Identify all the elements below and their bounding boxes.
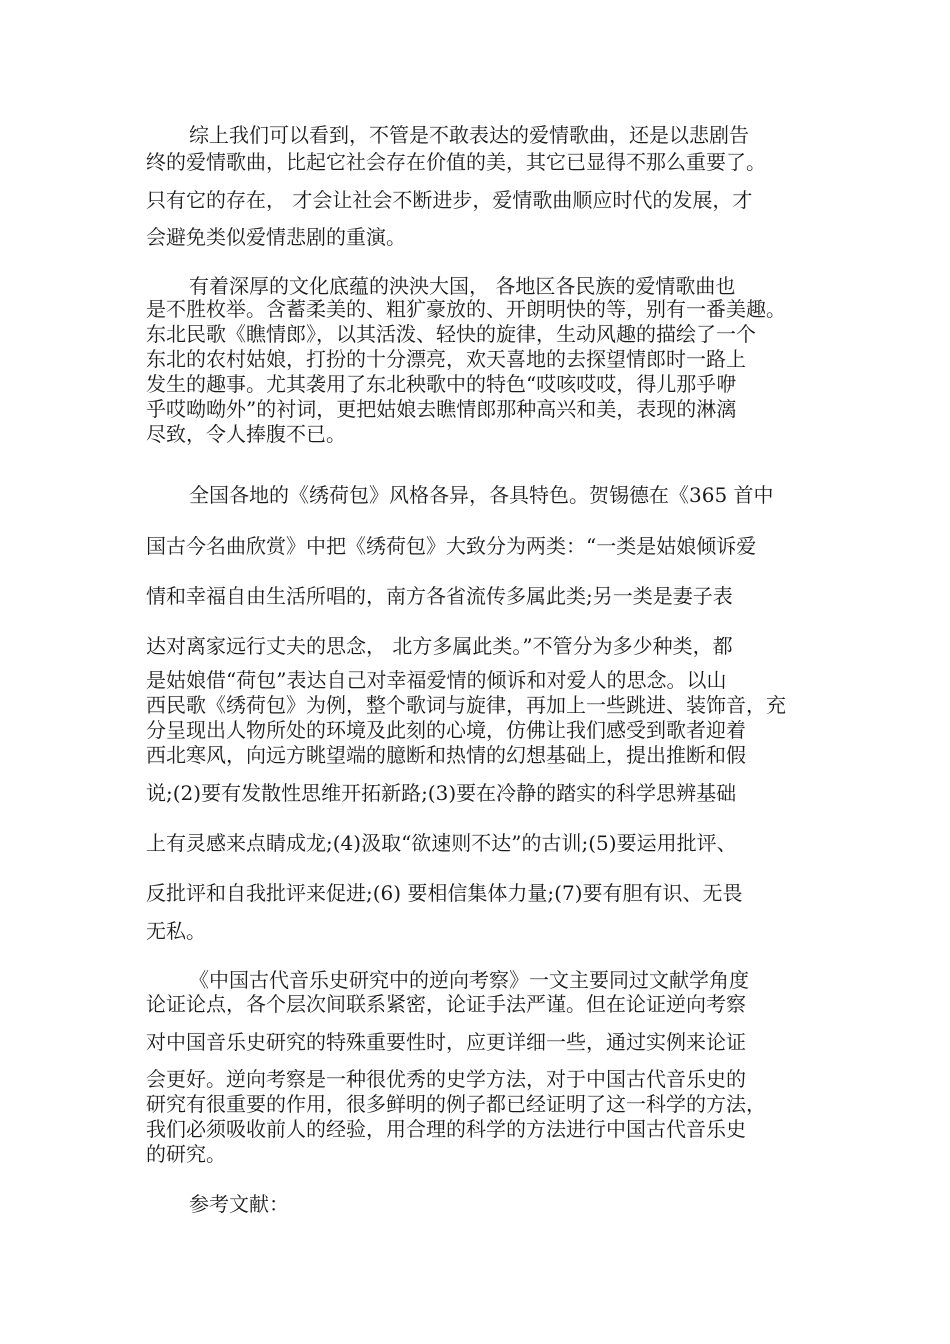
references-heading: 参考文献： <box>189 1192 289 1216</box>
text-line: 只有它的存在， 才会让社会不断进步，爱情歌曲顺应时代的发展，才 <box>146 188 753 212</box>
text-line: 研究有很重要的作用，很多鲜明的例子都已经证明了这一科学的方法， <box>146 1092 766 1116</box>
text-line: 乎哎呦呦外”的衬词，更把姑娘去瞧情郎那种高兴和美，表现的淋漓 <box>146 397 737 421</box>
text-line: 会避免类似爱情悲剧的重演。 <box>146 225 406 249</box>
text-line: 国古今名曲欣赏》中把《绣荷包》大致分为两类：“一类是姑娘倾诉爱 <box>146 534 757 558</box>
text-line: 情和幸福自由生活所唱的，南方各省流传多属此类;另一类是妻子表 <box>146 584 733 608</box>
text-line: 我们必须吸收前人的经验，用合理的科学的方法进行中国古代音乐史 <box>146 1117 746 1141</box>
text-line: 东北民歌《瞧情郎》，以其活泼、轻快的旋律，生动风趣的描绘了一个 <box>146 322 756 346</box>
text-line: 综上我们可以看到，不管是不敢表达的爱情歌曲，还是以悲剧告 <box>189 123 749 147</box>
text-line: 会更好。逆向考察是一种很优秀的史学方法，对于中国古代音乐史的 <box>146 1067 746 1091</box>
text-line: 全国各地的《绣荷包》风格各异，各具特色。贺锡德在《365 首中 <box>189 483 774 507</box>
text-line: 的研究。 <box>146 1142 226 1166</box>
text-line: 反批评和自我批评来促进;(6) 要相信集体力量;(7)要有胆有识、无畏 <box>146 881 743 905</box>
text-line: 西民歌《绣荷包》为例，整个歌词与旋律，再加上一些跳进、装饰音，充 <box>146 693 786 717</box>
text-line: 是姑娘借“荷包”表达自己对幸福爱情的倾诉和对爱人的思念。以山 <box>146 668 727 692</box>
text-line: 有着深厚的文化底蕴的泱泱大国， 各地区各民族的爱情歌曲也 <box>189 274 736 298</box>
text-line: 分呈现出人物所处的环境及此刻的心境，仿佛让我们感受到歌者迎着 <box>146 718 746 742</box>
text-line: 尽致，令人捧腹不已。 <box>146 422 346 446</box>
text-line: 发生的趣事。尤其袭用了东北秧歌中的特色“哎咳哎哎，得儿那乎咿 <box>146 372 737 396</box>
text-line: 终的爱情歌曲，比起它社会存在价值的美，其它已显得不那么重要了。 <box>146 150 766 174</box>
text-line: 论证论点，各个层次间联系紧密，论证手法严谨。但在论证逆向考察 <box>146 992 746 1016</box>
text-line: 达对离家远行丈夫的思念， 北方多属此类。”不管分为多少种类，都 <box>146 634 733 658</box>
text-line: 西北寒风，向远方眺望端的臆断和热情的幻想基础上，提出推断和假 <box>146 743 746 767</box>
text-line: 是不胜枚举。含蓄柔美的、粗犷豪放的、开朗明快的等，别有一番美趣。 <box>146 297 786 321</box>
text-line: 无私。 <box>146 919 206 943</box>
text-line: 东北的农村姑娘，打扮的十分漂亮，欢天喜地的去探望情郎时一路上 <box>146 347 746 371</box>
text-line: 说;(2)要有发散性思维开拓新路;(3)要在冷静的踏实的科学思辨基础 <box>146 781 737 805</box>
text-line: 上有灵感来点睛成龙;(4)汲取“欲速则不达”的古训;(5)要运用批评、 <box>146 831 737 855</box>
text-line: 对中国音乐史研究的特殊重要性时，应更详细一些，通过实例来论证 <box>146 1030 746 1054</box>
text-line: 《中国古代音乐史研究中的逆向考察》一文主要同过文献学角度 <box>189 968 749 992</box>
